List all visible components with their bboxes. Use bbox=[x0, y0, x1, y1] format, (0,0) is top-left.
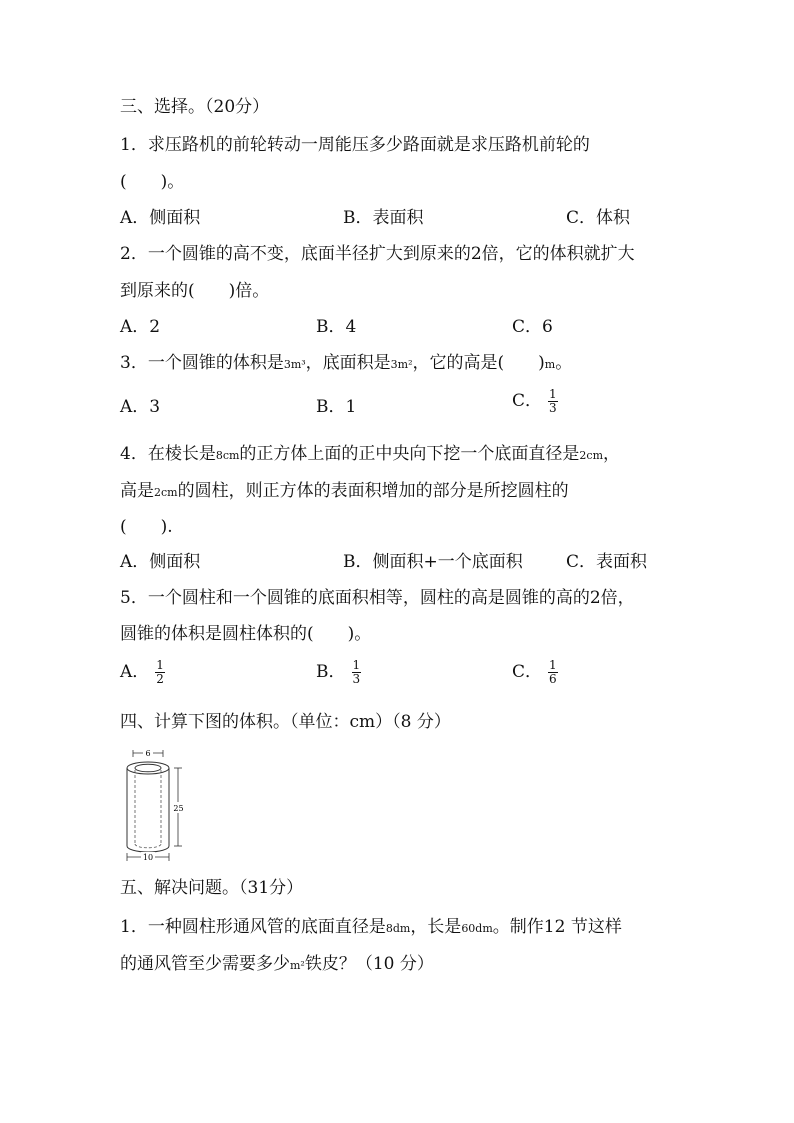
s5-q1-diameter: 8dm bbox=[385, 922, 411, 935]
q3-line1 bbox=[120, 352, 572, 376]
q5-option-b-label: B． bbox=[316, 662, 346, 682]
s5-q1-text: ，长是 bbox=[410, 917, 462, 937]
q2-option-c: C．6 bbox=[512, 317, 553, 337]
q3-prefix: 3．一个圆锥的体积是 bbox=[120, 353, 284, 373]
q3-option-c-label: C． bbox=[512, 391, 543, 411]
q4-option-b: B．侧面积+一个底面积 bbox=[343, 552, 523, 572]
inner-bottom-dashed bbox=[135, 844, 161, 848]
s5-q1-length: 60dm bbox=[461, 922, 493, 935]
q4-text: 高是 bbox=[120, 481, 154, 501]
q3-mid: ，底面积是 bbox=[305, 353, 391, 373]
q5-option-c-fraction bbox=[548, 659, 558, 686]
q5-option-a bbox=[120, 659, 165, 686]
q1-option-b: B．表面积 bbox=[343, 208, 424, 228]
q2-option-a: A．2 bbox=[120, 317, 161, 337]
q4-text: ， bbox=[603, 444, 621, 464]
q5-option-a-fraction bbox=[155, 659, 165, 686]
q4-text: 的圆柱，则正方体的表面积增加的部分是所挖圆柱的 bbox=[177, 481, 569, 501]
side-label: 25 bbox=[173, 804, 184, 813]
q2-option-b: B．4 bbox=[316, 317, 357, 337]
section5-heading: 五、解决问题。（31分） bbox=[120, 878, 304, 898]
q5-option-b-fraction bbox=[352, 659, 362, 686]
q4-edge-length: 8cm bbox=[215, 449, 240, 462]
q3-volume: 3m³ bbox=[283, 358, 306, 371]
q1-line1: 1．求压路机的前轮转动一周能压多少路面就是求压路机前轮的 bbox=[120, 135, 590, 155]
fraction-numerator: 1 bbox=[352, 658, 361, 672]
q3-option-c bbox=[512, 388, 558, 415]
bottom-label: 10 bbox=[142, 853, 154, 862]
top-label: 6 bbox=[145, 749, 151, 758]
q4-option-c: C．表面积 bbox=[566, 552, 648, 572]
q3-suffix: ，它的高是( ) bbox=[412, 353, 545, 373]
fraction-numerator: 1 bbox=[549, 387, 557, 401]
q4-text: 的正方体上面的正中央向下挖一个底面直径是 bbox=[239, 444, 580, 464]
inner-top-ellipse bbox=[135, 764, 161, 772]
q5-option-c bbox=[512, 659, 558, 686]
q3-unit: m bbox=[544, 358, 556, 371]
fraction-denominator: 3 bbox=[549, 401, 557, 415]
fraction-numerator: 1 bbox=[549, 658, 557, 672]
q5-line1: 5．一个圆柱和一个圆锥的底面积相等，圆柱的高是圆锥的高的2倍， bbox=[120, 588, 635, 608]
q1-line2: ( )。 bbox=[120, 172, 185, 192]
s5-q1-unit: m² bbox=[290, 959, 305, 972]
q3-option-b: B．1 bbox=[316, 397, 357, 417]
q4-option-a: A．侧面积 bbox=[120, 552, 201, 572]
q3-option-c-fraction bbox=[548, 388, 558, 415]
q5-option-b bbox=[316, 659, 361, 686]
fraction-denominator: 3 bbox=[352, 672, 361, 686]
q4-height: 2cm bbox=[154, 486, 178, 499]
q4-line2 bbox=[120, 480, 569, 504]
q3-end: 。 bbox=[555, 353, 573, 373]
q5-option-c-label: C． bbox=[512, 662, 543, 682]
fraction-denominator: 6 bbox=[549, 672, 557, 686]
q4-line3: ( ). bbox=[120, 517, 173, 537]
s5-q1-text: 的通风管至少需要多少 bbox=[120, 954, 290, 974]
q4-text: 4．在棱长是 bbox=[120, 444, 216, 464]
q4-diameter: 2cm bbox=[579, 449, 604, 462]
s5-q1-text: 1．一种圆柱形通风管的底面直径是 bbox=[120, 917, 386, 937]
q5-line2: 圆锥的体积是圆柱体积的( )。 bbox=[120, 624, 372, 644]
s5-q1-line2 bbox=[120, 953, 434, 977]
q2-line2: 到原来的( )倍。 bbox=[120, 281, 270, 301]
q5-option-a-label: A． bbox=[120, 662, 150, 682]
s5-q1-text: 。制作12 节这样 bbox=[492, 917, 622, 937]
s5-q1-line1 bbox=[120, 916, 622, 940]
q3-option-a: A．3 bbox=[120, 397, 161, 417]
outer-bottom-arc bbox=[127, 846, 169, 852]
q2-line1: 2．一个圆锥的高不变，底面半径扩大到原来的2倍，它的体积就扩大 bbox=[120, 244, 635, 264]
hollow-cylinder-figure bbox=[120, 748, 190, 864]
fraction-numerator: 1 bbox=[156, 658, 164, 672]
q4-line1 bbox=[120, 443, 620, 467]
section4-heading: 四、计算下图的体积。（单位：cm）（8 分） bbox=[120, 712, 451, 732]
q1-option-a: A．侧面积 bbox=[120, 208, 201, 228]
s5-q1-text: 铁皮？（10 分） bbox=[304, 954, 434, 974]
q1-option-c: C．体积 bbox=[566, 208, 631, 228]
q3-area: 3m² bbox=[390, 358, 413, 371]
fraction-denominator: 2 bbox=[156, 672, 164, 686]
section3-heading: 三、选择。（20分） bbox=[120, 97, 270, 117]
